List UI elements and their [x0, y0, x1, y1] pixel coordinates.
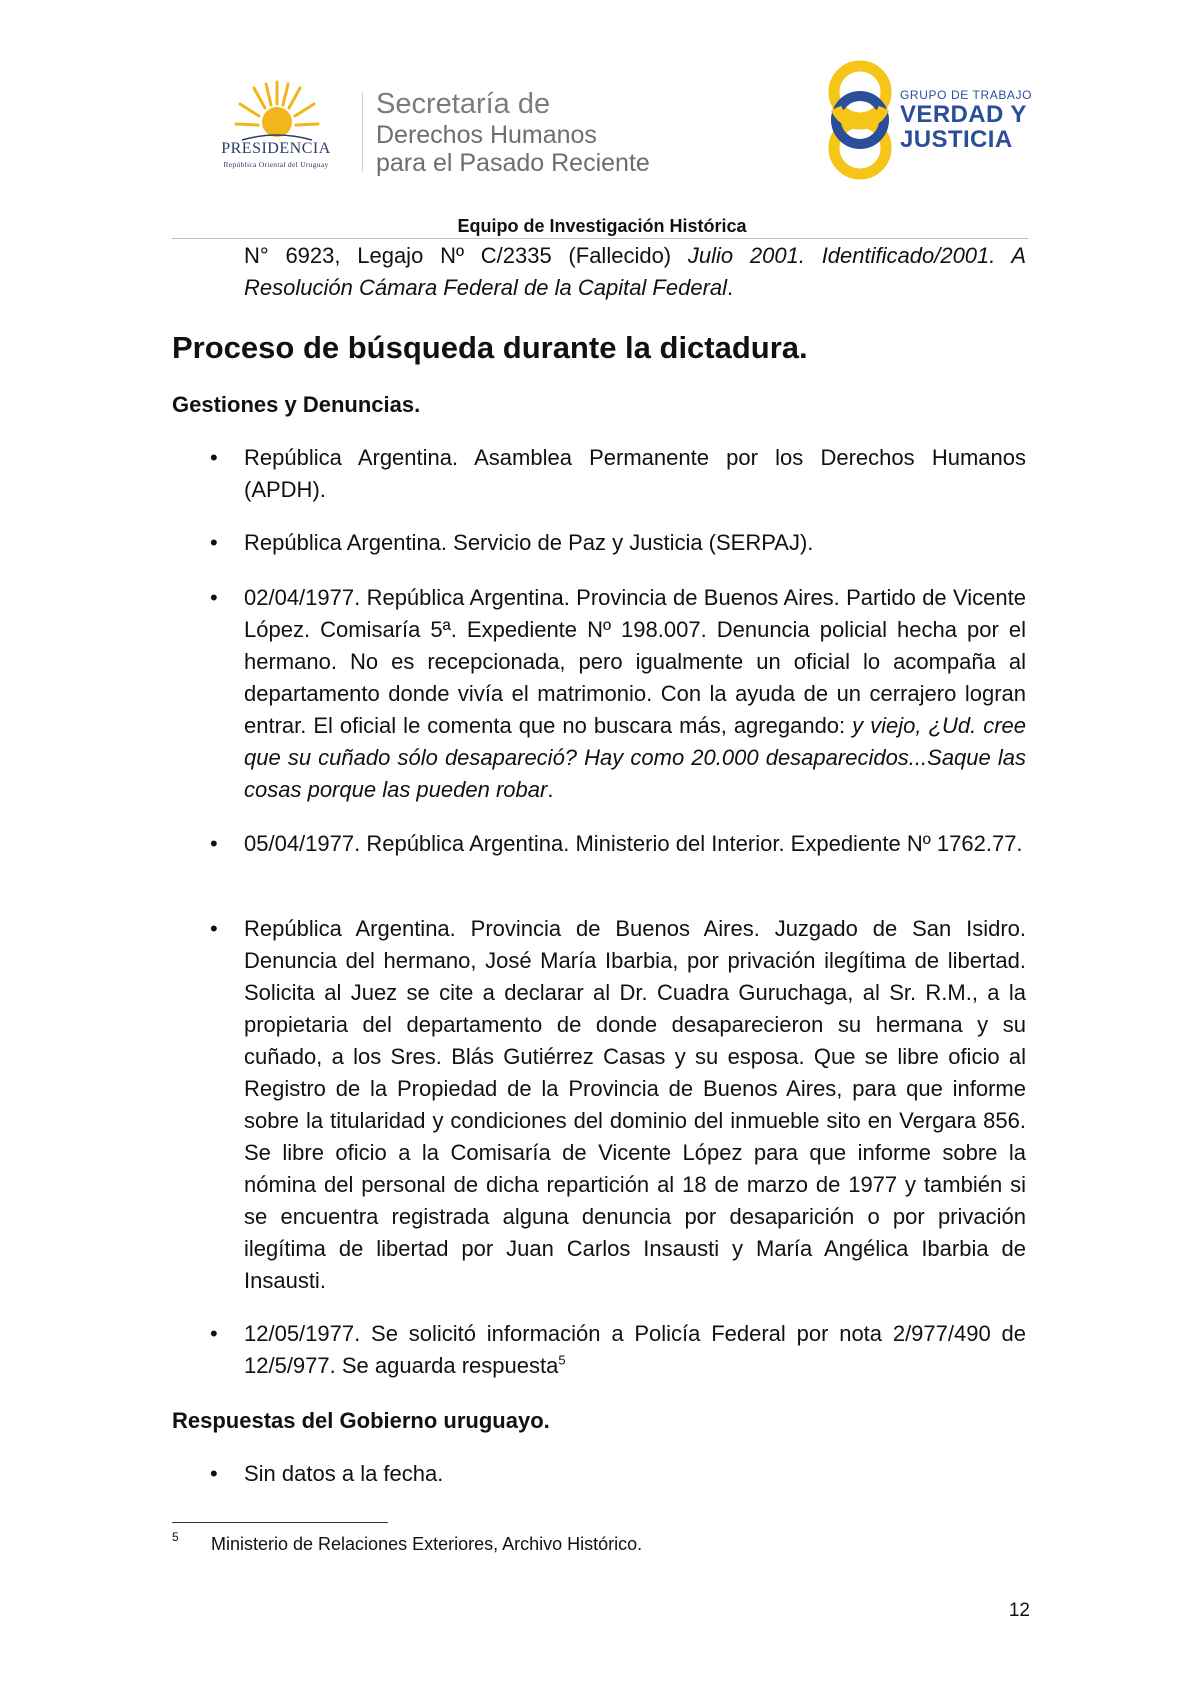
bullet-symbol: •: [210, 831, 218, 856]
presidencia-title: PRESIDENCIA: [221, 140, 331, 157]
list-item: República Argentina. Asamblea Permanente por los Derechos Humanos (APDH).: [244, 445, 1026, 502]
footnote-number: 5: [172, 1530, 179, 1544]
list-item-tail: .: [547, 777, 554, 802]
footnote-ref: 5: [558, 1352, 566, 1368]
gtvj-rings-icon: [818, 58, 902, 182]
bullet-symbol: •: [210, 1321, 218, 1346]
gtvj-line2: VERDAD Y: [900, 101, 1027, 128]
list-item: 05/04/1977. República Argentina. Ministerio del Interior. Expediente Nº 1762.77.: [244, 831, 1023, 856]
list-item: República Argentina. Provincia de Buenos Aires. Juzgado de San Isidro. Denuncia del hermano, José María Ibarbia, por privación ilegítima de libertad. Solicita al Juez se cite a declarar al Dr. Cuadra Guruchaga, al Sr. R.M., a la propietaria del departamento de donde desaparecieron su hermana y su cuñado, a los Sres. Blás Gutiérrez Casas y su esposa. Que se libre oficio al Registro de la Propiedad de la Provincia de Buenos Aires, para que informe sobre la titularidad y condiciones del dominio del inmueble sito en Vergara 856. Se libre oficio a la Comisaría de Vicente López para que informe sobre la nómina del personal de dicha repartición al 18 de marzo de 1977 y también si se encuentra registrada alguna denuncia por desaparición o por privación ilegítima de libertad por Juan Carlos Insausti y María Angélica Ibarbia de Insausti.: [244, 916, 1026, 1293]
subsection-respuestas: Respuestas del Gobierno uruguayo.: [172, 1408, 550, 1433]
intro-paragraph: [244, 240, 1026, 304]
page-number: 12: [1008, 1600, 1030, 1621]
bullet-symbol: •: [210, 916, 218, 941]
intro-normal2: .: [727, 275, 734, 300]
footnote-text: Ministerio de Relaciones Exteriores, Archivo Histórico.: [211, 1534, 643, 1554]
header-divider: [362, 92, 363, 172]
gtvj-logo-text: [900, 88, 1040, 152]
secretaria-line2: Derechos Humanos: [376, 121, 597, 149]
list-item-text: 12/05/1977. Se solicitó información a Policía Federal por nota 2/977/490 de 12/5/977. Se aguarda respuesta: [244, 1321, 1026, 1378]
section-title: Proceso de búsqueda durante la dictadura.: [172, 330, 808, 365]
bullet-symbol: •: [210, 530, 218, 555]
bullet-symbol: •: [210, 585, 218, 610]
footnote-rule: [172, 1522, 388, 1523]
header-rule: [172, 238, 1028, 239]
bullet-symbol: •: [210, 1461, 218, 1486]
list-item-text: 02/04/1977. República Argentina. Provincia de Buenos Aires. Partido de Vicente López. Comisaría 5ª. Expediente Nº 198.007. Denuncia policial hecha por el hermano. No es recepcionada, pero igualmente un oficial lo acompaña al departamento donde vivía el matrimonio. Con la ayuda de un cerrajero logran entrar. El oficial le comenta que no buscara más, agregando:: [244, 585, 1026, 738]
gtvj-line1: GRUPO DE TRABAJO: [900, 88, 1033, 102]
subsection-gestiones: Gestiones y Denuncias.: [172, 392, 421, 417]
secretaria-line3: para el Pasado Reciente: [376, 149, 650, 177]
gtvj-line3: JUSTICIA: [900, 126, 1013, 153]
list-item: Sin datos a la fecha.: [244, 1461, 444, 1486]
list-item: [244, 582, 1026, 806]
presidencia-logo: [196, 78, 354, 178]
header-team: Equipo de Investigación Histórica: [457, 216, 747, 236]
presidencia-subtitle: República Oriental del Uruguay: [223, 160, 329, 169]
secretaria-logo: [376, 88, 716, 177]
list-item-quote: y viejo, ¿Ud. cree que su cuñado sólo desapareció? Hay como 20.000 desaparecidos...Saque las cosas porque las pueden robar: [244, 713, 1026, 802]
intro-italic: Julio 2001. Identificado/2001. A Resolución Cámara Federal de la Capital Federal: [244, 243, 1026, 300]
bullet-symbol: •: [210, 445, 218, 470]
list-item: República Argentina. Servicio de Paz y Justicia (SERPAJ).: [244, 530, 814, 555]
intro-normal1: N° 6923, Legajo Nº C/2335 (Fallecido): [244, 243, 688, 268]
list-item: [244, 1318, 1026, 1382]
secretaria-line1: Secretaría de: [376, 88, 551, 120]
